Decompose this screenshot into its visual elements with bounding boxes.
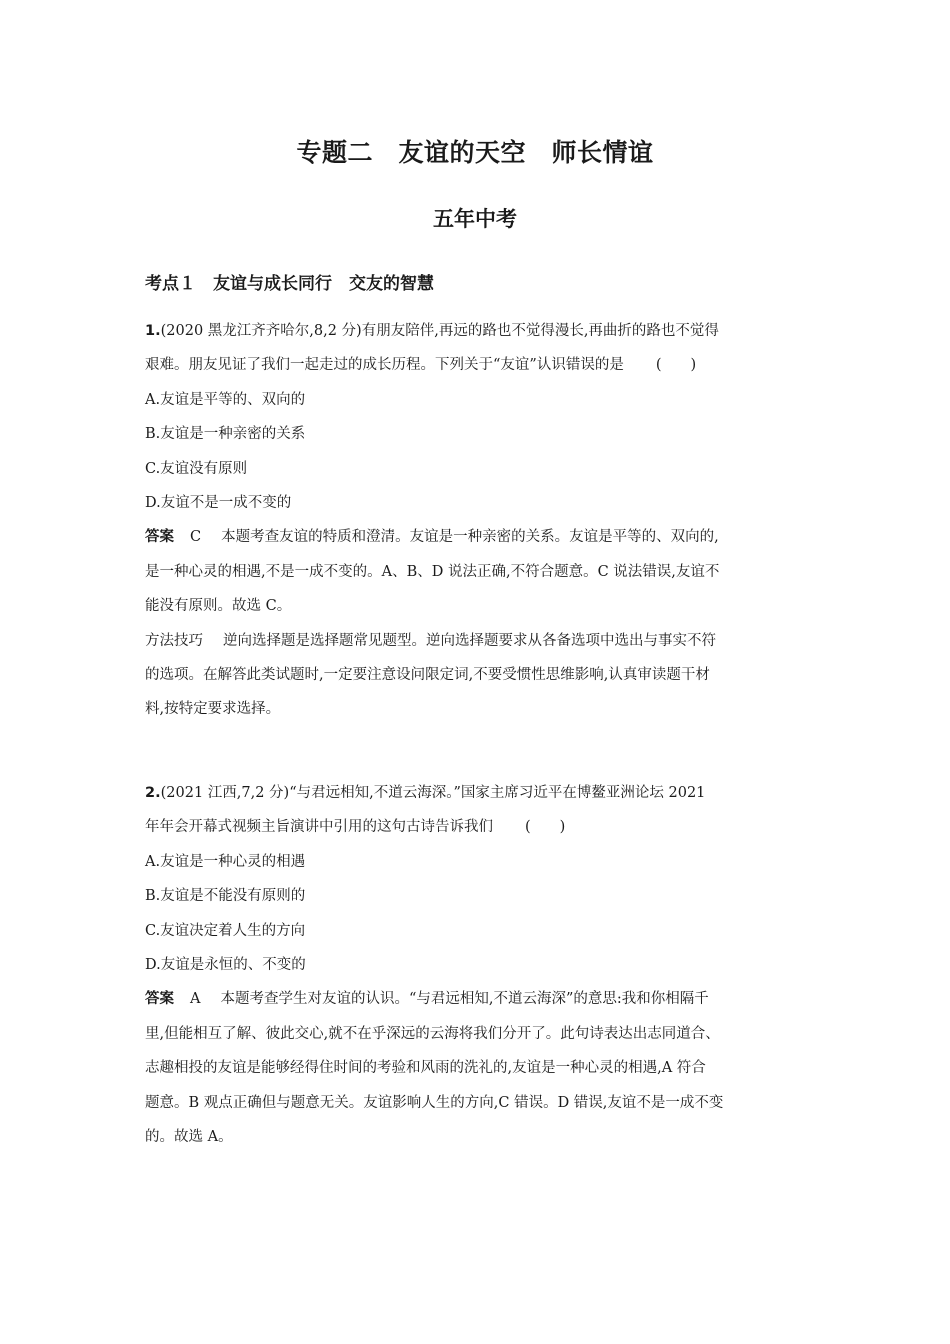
option-a: A.友谊是平等的、双向的 xyxy=(145,391,306,408)
question-2 xyxy=(145,776,810,1154)
method-text: 的选项。在解答此类试题时,一定要注意设问限定词,不要受惯性思维影响,认真审读题干材 xyxy=(145,666,710,683)
option-b: B.友谊是不能没有原则的 xyxy=(145,888,306,905)
question-stem-line xyxy=(145,776,810,810)
answer-letter: A xyxy=(190,991,201,1008)
explanation-text: 是一种心灵的相遇,不是一成不变的。A、B、D 说法正确,不符合题意。C 说法错误,友谊不 xyxy=(145,563,720,580)
explanation-text: 题意。B 观点正确但与题意无关。友谊影响人生的方向,C 错误。D 错误,友谊不是一成不变 xyxy=(145,1094,724,1111)
method-text: 逆向选择题是选择题常见题型。逆向选择题要求从各备选项中选出与事实不符 xyxy=(223,632,716,649)
explanation-text: 志趣相投的友谊是能够经得住时间的考验和风雨的洗礼的,友谊是一种心灵的相遇,A 符合 xyxy=(145,1060,706,1077)
question-source: (2021 江西,7,2 分) xyxy=(160,785,290,801)
section-heading: 考点１ 友谊与成长同行 交友的智慧 xyxy=(145,274,434,294)
question-number: 1. xyxy=(145,323,161,339)
answer-line xyxy=(145,520,810,554)
question-stem-text: “与君远相知,不道云海深。”国家主席习近平在博鳌亚洲论坛 2021 xyxy=(289,785,706,801)
option-d: D.友谊不是一成不变的 xyxy=(145,494,292,511)
option-c: C.友谊没有原则 xyxy=(145,460,248,477)
question-stem-text: 有朋友陪伴,再远的路也不觉得漫长,再曲折的路也不觉得 xyxy=(361,323,719,339)
answer-letter: C xyxy=(190,529,202,546)
answer-line xyxy=(145,982,810,1016)
question-number: 2. xyxy=(145,785,161,801)
method-text: 料,按特定要求选择。 xyxy=(145,701,281,718)
question-stem-line xyxy=(145,314,810,348)
question-1 xyxy=(145,314,810,727)
explanation-text: 里,但能相互了解、彼此交心,就不在乎深远的云海将我们分开了。此句诗表达出志同道合、 xyxy=(145,1025,720,1042)
answer-blank: ( ) xyxy=(525,819,566,836)
answer-label: 答案 xyxy=(145,529,174,546)
explanation-text: 本题考查学生对友谊的认识。“与君远相知,不道云海深”的意思:我和你相隔千 xyxy=(220,991,709,1008)
page-subtitle: 五年中考 xyxy=(433,207,517,231)
question-stem-line xyxy=(145,348,810,382)
option-a: A.友谊是一种心灵的相遇 xyxy=(145,853,306,870)
answer-label: 答案 xyxy=(145,991,174,1008)
explanation-text: 能没有原则。故选 C。 xyxy=(145,598,292,615)
option-b: B.友谊是一种亲密的关系 xyxy=(145,426,306,443)
method-line xyxy=(145,624,810,658)
explanation-text: 的。故选 A。 xyxy=(145,1128,233,1145)
question-stem-text: 艰难。朋友见证了我们一起走过的成长历程。下列关于“友谊”认识错误的是 xyxy=(145,357,624,374)
option-d: D.友谊是永恒的、不变的 xyxy=(145,956,306,973)
answer-blank: ( ) xyxy=(655,357,697,374)
explanation-text: 本题考查友谊的特质和澄清。友谊是一种亲密的关系。友谊是平等的、双向的, xyxy=(221,529,719,546)
question-stem-line xyxy=(145,810,810,844)
option-c: C.友谊决定着人生的方向 xyxy=(145,922,306,939)
page-title: 专题二 友谊的天空 师长情谊 xyxy=(296,138,654,167)
question-source: (2020 黑龙江齐齐哈尔,8,2 分) xyxy=(160,323,362,339)
method-label: 方法技巧 xyxy=(145,632,203,649)
question-stem-text: 年年会开幕式视频主旨演讲中引用的这句古诗告诉我们 xyxy=(145,819,493,836)
